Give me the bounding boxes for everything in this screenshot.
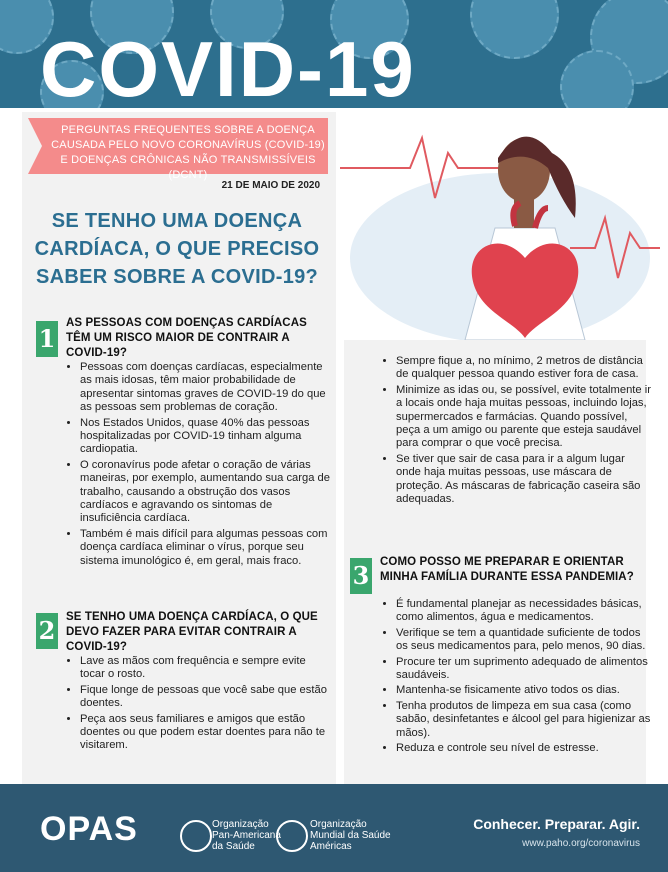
list-item: • Verifique se tem a quantidade suficiente de todos os seus medicamentos para, pelo menos, 90 dias. (396, 627, 651, 654)
section-3-title: COMO POSSO ME PREPARAR E ORIENTAR MINHA FAMÍLIA DURANTE ESSA PANDEMIA? (380, 556, 634, 583)
publication-date: 21 DE MAIO DE 2020 (221, 180, 320, 191)
section-1-title: AS PESSOAS COM DOENÇAS CARDÍACAS TÊM UM RISCO MAIOR DE CONTRAIR A COVID-19? (66, 317, 307, 359)
section-number-1: 1 (36, 321, 58, 357)
doctor-heart-illustration (340, 108, 660, 340)
section-2-continued-list (378, 355, 651, 508)
list-item: • Fique longe de pessoas que você sabe que estão doentes. (80, 684, 332, 711)
section-1-list (62, 361, 332, 570)
list-item: • Mantenha-se fisicamente ativo todos os dias. (396, 684, 651, 697)
who-name: Organização Mundial da Saúde Américas (310, 819, 391, 852)
list-item: • Reduza e controle seu nível de estresse. (396, 742, 651, 755)
ribbon-notch (28, 118, 42, 174)
list-item: • Peça aos seus familiares e amigos que estão doentes ou que podem estar doentes para não te visitarem. (80, 713, 332, 753)
subheader-text: PERGUNTAS FREQUENTES SOBRE A DOENÇA CAUSADA PELO NOVO CORONAVÍRUS (COVID-19) E DOENÇAS CRÔNICAS NÃO TRANSMISSÍVEIS (DCNT) (51, 124, 325, 181)
list-item: • Nos Estados Unidos, quase 40% das pessoas hospitalizadas por COVID-19 tinham alguma cardiopatia. (80, 417, 332, 457)
list-item: • Pessoas com doenças cardíacas, especialmente as mais idosas, têm maior probabilidade de apresentar sintomas graves de COVID-19 do que as pessoas sem problemas de coração. (80, 361, 332, 415)
section-number-2: 2 (36, 613, 58, 649)
list-item: • Se tiver que sair de casa para ir a algum lugar onde haja muitas pessoas, use máscara de proteção. As máscaras de fabricação caseira são adequadas. (396, 453, 651, 507)
list-item: • Tenha produtos de limpeza em sua casa (como sabão, desinfetantes e álcool gel para higienizar as mãos). (396, 700, 651, 740)
main-question: SE TENHO UMA DOENÇA CARDÍACA, O QUE PRECISO SABER SOBRE A COVID-19? (34, 210, 320, 288)
list-item: • O coronavírus pode afetar o coração de várias maneiras, por exemplo, aumentando sua carga de trabalho, causando a obstrução dos vasos cardíacos e agravando os sintomas de insuficiência cardíaca. (80, 459, 332, 526)
list-item: • Também é mais difícil para algumas pessoas com doença cardíaca eliminar o vírus, porque seu sistema imunológico é, em geral, mais fraco. (80, 528, 332, 568)
who-emblem-icon (276, 820, 308, 852)
list-item: • Procure ter um suprimento adequado de alimentos saudáveis. (396, 656, 651, 683)
slogan: Conhecer. Preparar. Agir. (473, 816, 640, 832)
paho-name: Organização Pan-Americana da Saúde (212, 819, 281, 852)
section-3-list (378, 598, 651, 757)
subheader-banner (28, 118, 328, 181)
list-item: • É fundamental planejar as necessidades básicas, como alimentos, água e medicamentos. (396, 598, 651, 625)
header-banner (0, 0, 668, 108)
section-2-list (62, 655, 332, 755)
list-item: • Lave as mãos com frequência e sempre evite tocar o rosto. (80, 655, 332, 682)
website-link[interactable]: www.paho.org/coronavirus (522, 838, 640, 849)
section-number-3: 3 (350, 558, 372, 594)
list-item: • Sempre fique a, no mínimo, 2 metros de distância de qualquer pessoa quando estiver fora de casa. (396, 355, 651, 382)
page-title: COVID-19 (40, 25, 416, 108)
opas-logo: OPAS (40, 810, 138, 848)
section-2-title: SE TENHO UMA DOENÇA CARDÍACA, O QUE DEVO FAZER PARA EVITAR CONTRAIR A COVID-19? (66, 611, 318, 653)
paho-emblem-icon (180, 820, 212, 852)
list-item: • Minimize as idas ou, se possível, evite totalmente ir a locais onde haja muitas pessoas, incluindo lojas, supermercados e farmácias. Quando possível, peça a um amigo ou parente que esteja saudável para comprar o que você precisa. (396, 384, 651, 451)
